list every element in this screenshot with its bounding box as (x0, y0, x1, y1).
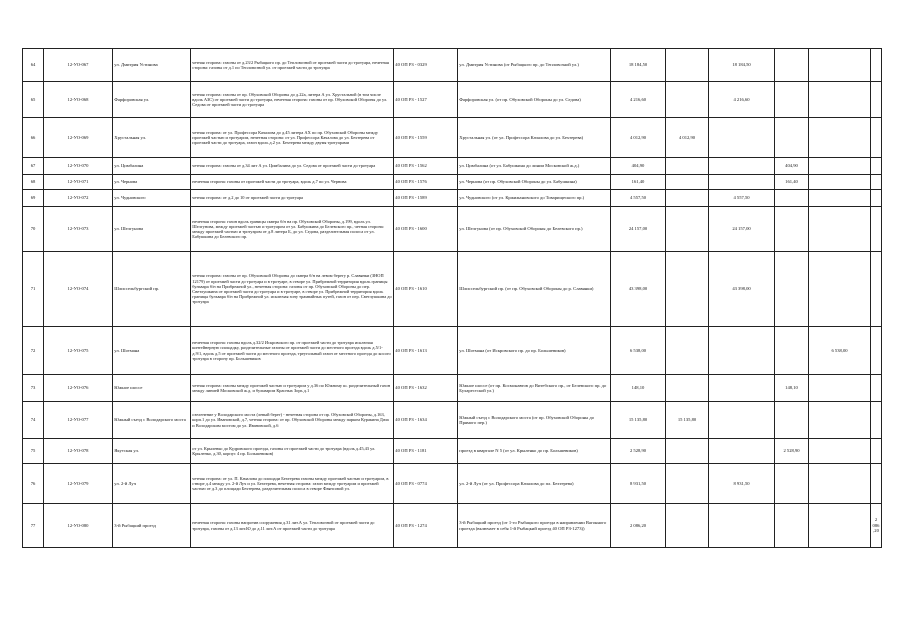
street-name: ул. Чудновского (113, 190, 191, 207)
table-row (23, 190, 882, 207)
row-number: 69 (23, 190, 44, 207)
street-name: Южное шоссе (113, 375, 191, 402)
row-code: 12-УО-072 (44, 190, 113, 207)
area-column-2: 18 184,50 (709, 49, 775, 82)
row-code: 12-УО-068 (44, 82, 113, 118)
table-row (23, 439, 882, 464)
greenery-description: озеленение у Володарского моста (левый берег) - нечетная сторона от пр. Обуховской Обороны, д.163, корп.1 до ул. Ивановской, д.7, четная сторона: от пр. Обуховской Обороны между парком Куракина Дача и Володарским мостом до ул. Ивановской, д.6 (191, 402, 394, 439)
area-column-2 (709, 118, 775, 158)
road-registry-number: 40 ОП РЗ - 0329 (394, 49, 458, 82)
area-column-4 (809, 190, 871, 207)
road-section: Южный съезд с Володарского моста (от пр. Обуховской Обороны до Прямого пер.) (458, 402, 611, 439)
greenery-description: четная сторона: газоны от пр. Обуховской Обороны до сквера б/н на левом берегу р. Славянки (ЗНОП 12179) от проезжей части до тротуара и в тротуаре, в створе ул. Прибрежной территория вдоль границы бульвара б/н на Прибрежной ул., нечетная сторона: газоны от пр. Обуховской Обороны до пер. Светлушкина от проезжей части до тротуара и в тротуаре, в створе ул. Прибрежной территория вдоль границы бульвара б/н на Прибрежной ул. исключая зону трамвайных путей, газон от пер. Светлушкина до тротуара (191, 252, 394, 327)
area-column-2 (709, 175, 775, 190)
street-name: ул. Шотмана (113, 327, 191, 375)
road-registry-number: 40 ОП РЗ - 1181 (394, 439, 458, 464)
area-column-1 (666, 464, 709, 504)
area-column-3 (775, 207, 809, 252)
area-column-2: 4 557,50 (709, 190, 775, 207)
road-section: ул. Цимбалина (от ул. Бабушкина до линии Московской ж.д.) (458, 158, 611, 175)
street-name: Фарфоровская ул. (113, 82, 191, 118)
area-column-1 (666, 207, 709, 252)
greenery-description: четная сторона: от д.2 до 10 от проезжей части до тротуара (191, 190, 394, 207)
road-section: ул. Чудновского (от ул. Кржижановского до Товарищеского пр.) (458, 190, 611, 207)
area-column-3 (775, 402, 809, 439)
area-column-3: 148,10 (775, 375, 809, 402)
area-column-4 (809, 464, 871, 504)
area-column-1 (666, 190, 709, 207)
greenery-description: нечетная сторона: газон вдоль границы сквера б/н на пр. Обуховской Обороны, д.199, вдоль ул. Шелгунова, между проезжей частью и тротуаром от ул. Бабушкина до Белевского пр., четная сторона: между проезжей частью и тротуаром от д.8 литера Б, до ул. Седова, разделительная полоса от ул. Бабушкина до Белевского пр. (191, 207, 394, 252)
road-registry-number: 40 ОП РЗ - 0774 (394, 464, 458, 504)
area-column-1 (666, 158, 709, 175)
area-column-3 (775, 464, 809, 504)
road-registry-number: 40 ОП РЗ - 1589 (394, 190, 458, 207)
row-code: 12-УО-078 (44, 439, 113, 464)
area-column-1 (666, 439, 709, 464)
total-area: 6 538,00 (611, 327, 666, 375)
road-section: ул. Шотмана (от Искровского пр. до пр. Большевиков) (458, 327, 611, 375)
area-column-4 (809, 49, 871, 82)
row-code: 12-УО-070 (44, 158, 113, 175)
total-area: 18 184,50 (611, 49, 666, 82)
row-code: 12-УО-076 (44, 375, 113, 402)
area-column-1: 4 012,90 (666, 118, 709, 158)
total-area: 2 086,20 (611, 504, 666, 548)
row-number: 74 (23, 402, 44, 439)
greenery-description: от ул. Крыленко до Кудровского проезда, газоны от проезжей части до тротуара (вдоль д.45,43 ул. Крыленко, д.30, корпус 4 пр. Большевиков) (191, 439, 394, 464)
greenery-description: нечетная сторона: газоны от проезжей части до тротуара, вдоль д.7 по ул. Чернова (191, 175, 394, 190)
area-column-3 (775, 49, 809, 82)
road-section: ул. Чернова (от пр. Обуховской Обороны до ул. Бабушкина) (458, 175, 611, 190)
total-area: 148,10 (611, 375, 666, 402)
greenery-description: нечетная сторона: газоны вдоль д.32/2 Искровского пр. от проезжей части до тротуара исключая контейнерную площадку, разделительные газоны от проезжей части до местного проезда вдоль д.5/1-д.9/1, вдоль д.5 от проезжей части до местного проезда, треугольный газон от местного проезда до косого тротуара в сторону пр. Большевиков (191, 327, 394, 375)
street-name: Шлиссельбургский пр. (113, 252, 191, 327)
area-column-5 (871, 190, 882, 207)
row-number: 77 (23, 504, 44, 548)
street-name: ул. Чернова (113, 175, 191, 190)
area-column-2 (709, 375, 775, 402)
area-column-2: 43 398,00 (709, 252, 775, 327)
greenery-description: четная сторона: от ул. Профессора Качалова до д.45 литера АХ по пр. Обуховской Обороны между проезжей частью и тротуаром, нечетная сторона: от ул. Профессора Качалова до ул. Бехтерева от проезжей части до тротуара, газон вдоль д.2 ул. Бехтерева между двумя тротуарами (191, 118, 394, 158)
greenery-description: четная сторона: газоны от д.23/2 Рыбацкого пр. до Тепловозной от проезжей части до тротуара, нечетная сторона: газоны от д.1 по Тепловозной ул. от проезжей части до тротуара (191, 49, 394, 82)
row-number: 68 (23, 175, 44, 190)
area-column-4: 6 538,00 (809, 327, 871, 375)
table-row (23, 175, 882, 190)
area-column-5 (871, 402, 882, 439)
area-column-5 (871, 327, 882, 375)
road-registry-number: 40 ОП РЗ - 1600 (394, 207, 458, 252)
road-section: 3-й Рыбацкий проезд (от 1-го Рыбацкого проезда в направлении Вагонного проезда (включает в себя 1-й Рыбацкий проезд 40 ОП РЗ-1273)) (458, 504, 611, 548)
area-column-3 (775, 252, 809, 327)
row-number: 75 (23, 439, 44, 464)
area-column-3 (775, 504, 809, 548)
road-section: ул. Шелгунова (от пр. Обуховской Обороны до Белевского пр.) (458, 207, 611, 252)
area-column-5 (871, 375, 882, 402)
table-row (23, 327, 882, 375)
row-code: 12-УО-077 (44, 402, 113, 439)
area-column-5 (871, 118, 882, 158)
row-number: 72 (23, 327, 44, 375)
row-number: 65 (23, 82, 44, 118)
area-column-4 (809, 207, 871, 252)
data-table (22, 48, 882, 548)
road-registry-number: 40 ОП РЗ - 1576 (394, 175, 458, 190)
area-column-1 (666, 82, 709, 118)
area-column-4 (809, 375, 871, 402)
street-name: Хрустальная ул. (113, 118, 191, 158)
table-row (23, 207, 882, 252)
total-area: 24 157,00 (611, 207, 666, 252)
row-code: 12-УО-067 (44, 49, 113, 82)
area-column-1 (666, 327, 709, 375)
area-column-3: 161,40 (775, 175, 809, 190)
area-column-2 (709, 402, 775, 439)
area-column-2: 4 216,60 (709, 82, 775, 118)
area-column-1 (666, 175, 709, 190)
road-registry-number: 40 ОП РЗ - 1610 (394, 252, 458, 327)
area-column-1 (666, 375, 709, 402)
greenery-description: четная сторона: газоны между проезжей частью и тротуаром у д.36 по Южному ш. разделительный газон между линией Московской ж.д. и бульваром Красных Зорь д.1 (191, 375, 394, 402)
road-section: Хрустальная ул. (от ул. Профессора Качалова до ул. Бехтерева) (458, 118, 611, 158)
area-column-4 (809, 439, 871, 464)
area-column-5 (871, 207, 882, 252)
area-column-4 (809, 252, 871, 327)
area-column-4 (809, 175, 871, 190)
area-column-5 (871, 82, 882, 118)
area-column-4 (809, 504, 871, 548)
area-column-1: 15 135,80 (666, 402, 709, 439)
area-column-3 (775, 118, 809, 158)
area-column-5 (871, 158, 882, 175)
area-column-4 (809, 118, 871, 158)
area-column-1 (666, 49, 709, 82)
area-column-2 (709, 504, 775, 548)
area-column-3: 2 528,90 (775, 439, 809, 464)
road-section: ул. 2-й Луч (от ул. Профессора Качалова до пл. Бехтерева) (458, 464, 611, 504)
total-area: 15 135,80 (611, 402, 666, 439)
area-column-1 (666, 252, 709, 327)
area-column-3 (775, 327, 809, 375)
row-code: 12-УО-073 (44, 207, 113, 252)
road-registry-number: 40 ОП РЗ - 1527 (394, 82, 458, 118)
area-column-5 (871, 175, 882, 190)
row-number: 66 (23, 118, 44, 158)
area-column-2 (709, 439, 775, 464)
total-area: 2 528,90 (611, 439, 666, 464)
street-name: ул. 2-й Луч (113, 464, 191, 504)
greenery-description: четная сторона: газоны от пр. Обуховской Обороны до д.22а, литера А ул. Хрустальной (в том числе вдоль АЗС) от проезжей части до тротуара, нечетная сторона: газоны от пр. Обуховской Обороны до ул. Седова от проезжей части до тротуара (191, 82, 394, 118)
table-row (23, 464, 882, 504)
area-column-5 (871, 439, 882, 464)
area-column-4 (809, 158, 871, 175)
area-column-5 (871, 252, 882, 327)
total-area: 161,40 (611, 175, 666, 190)
total-area: 4 012,90 (611, 118, 666, 158)
area-column-5 (871, 49, 882, 82)
road-registry-number: 40 ОП РЗ - 1562 (394, 158, 458, 175)
area-column-2: 24 157,00 (709, 207, 775, 252)
row-code: 12-УО-080 (44, 504, 113, 548)
total-area: 4 557,50 (611, 190, 666, 207)
area-column-3 (775, 82, 809, 118)
row-code: 12-УО-069 (44, 118, 113, 158)
road-section: Фарфоровская ул. (от пр. Обуховской Обороны до ул. Седова) (458, 82, 611, 118)
street-name: ул. Дмитрия Устинова (113, 49, 191, 82)
area-column-1 (666, 504, 709, 548)
row-number: 76 (23, 464, 44, 504)
greenery-description: четная сторона: от ул. П. Качалова до площади Бехтерева газоны между проезжей частью и тротуаром, в створе д.4 между ул. 2-й Луч и ул. Бехтерева, нечетная сторона: газон между тротуаром и проезжей частью от д.3 до площади Бехтерева, разделительная полоса в створе Фаянсовой ул. (191, 464, 394, 504)
total-area: 4 216,60 (611, 82, 666, 118)
table-row (23, 49, 882, 82)
street-name: Южный съезд с Володарского моста (113, 402, 191, 439)
row-number: 67 (23, 158, 44, 175)
table-row (23, 375, 882, 402)
row-code: 12-УО-075 (44, 327, 113, 375)
total-area: 43 398,00 (611, 252, 666, 327)
area-column-3 (775, 190, 809, 207)
greenery-description: нечетная сторона: газоны напротив сооружения д.31 лит.А ул. Тепловозной от проезжей части до тротуара, газоны от д.13 лит.Ю до д.11 лит.А от проезжей части до тротуара (191, 504, 394, 548)
area-column-2 (709, 158, 775, 175)
row-number: 64 (23, 49, 44, 82)
area-column-2: 8 931,50 (709, 464, 775, 504)
table-row (23, 118, 882, 158)
row-number: 70 (23, 207, 44, 252)
area-column-3: 404,90 (775, 158, 809, 175)
road-registry-number: 40 ОП РЗ - 1634 (394, 402, 458, 439)
area-column-4 (809, 402, 871, 439)
street-name: ул. Шелгунова (113, 207, 191, 252)
row-code: 12-УО-074 (44, 252, 113, 327)
total-area: 404,90 (611, 158, 666, 175)
street-name: 3-й Рыбацкий проезд (113, 504, 191, 548)
table-row (23, 504, 882, 548)
road-registry-number: 40 ОП РЗ - 1274 (394, 504, 458, 548)
table-row (23, 158, 882, 175)
street-name: Якутская ул. (113, 439, 191, 464)
row-number: 73 (23, 375, 44, 402)
table-row (23, 82, 882, 118)
table-row (23, 252, 882, 327)
row-number: 71 (23, 252, 44, 327)
area-column-4 (809, 82, 871, 118)
road-section: Шлиссельбургский пр. (от пр. Обуховской Обороны до р. Славянки) (458, 252, 611, 327)
greenery-description: четная сторона: газоны от д.34 лит А ул. Цимбалина до ул. Седова от проезжей части до тротуара (191, 158, 394, 175)
table-row (23, 402, 882, 439)
road-registry-number: 40 ОП РЗ - 1559 (394, 118, 458, 158)
area-column-2 (709, 327, 775, 375)
total-area: 8 931,50 (611, 464, 666, 504)
road-section: ул. Дмитрия Устинова (от Рыбацкого пр. до Тепловозной ул.) (458, 49, 611, 82)
road-registry-number: 40 ОП РЗ - 1613 (394, 327, 458, 375)
area-column-5: 2 086,20 (871, 504, 882, 548)
road-section: проезд в квартале N 5 (от ул. Крыленко до пр. Большевиков) (458, 439, 611, 464)
road-registry-number: 40 ОП РЗ - 1632 (394, 375, 458, 402)
street-name: ул. Цимбалина (113, 158, 191, 175)
row-code: 12-УО-079 (44, 464, 113, 504)
area-column-5 (871, 464, 882, 504)
road-section: Южное шоссе (от пр. Космонавтов до Витебского пр., от Белевского пр. до Бухарестской ул.) (458, 375, 611, 402)
row-code: 12-УО-071 (44, 175, 113, 190)
